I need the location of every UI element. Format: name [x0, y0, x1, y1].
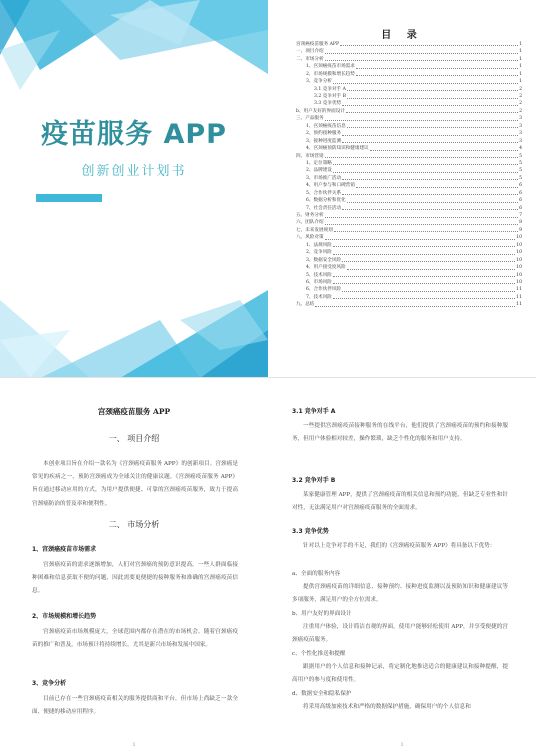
toc-leader-dots — [370, 150, 518, 151]
toc-entry-text: 4、用户参与和口碑营销 — [306, 183, 355, 189]
toc-entry-page: 1 — [519, 41, 522, 47]
toc-entry-text: b、用户友好的界面设计 — [296, 108, 345, 114]
toc-leader-dots — [340, 45, 518, 46]
toc-entry-page: 6 — [519, 183, 522, 189]
toc-leader-dots — [325, 217, 518, 218]
toc-leader-dots — [342, 291, 515, 292]
toc-leader-dots — [325, 120, 518, 121]
toc-entry[interactable] — [296, 286, 522, 293]
toc-leader-dots — [342, 142, 518, 143]
toc-leader-dots — [315, 306, 515, 307]
page-number: 1 — [132, 743, 136, 748]
toc-entry[interactable] — [296, 160, 522, 167]
toc-entry[interactable] — [296, 257, 522, 264]
toc-entry-page: 3 — [519, 123, 522, 129]
toc-entry-text: 四、市场营销 — [296, 153, 324, 159]
toc-entry-text: 3.3 竞争优势 — [314, 101, 342, 107]
intro-paragraph: 本创业项目旨在介绍一款名为《宫颈癌疫苗服务 APP》的创新项目。宫颈癌是常见的疾病之一，预防宫颈癌成为全球关注的健康议题。《宫颈癌疫苗服务 APP》旨在通过移动应用的方式，为用户提供便捷、可靠的宫颈癌疫苗服务，致力于提高宫颈癌防治的普及率和便利性。 — [32, 461, 238, 507]
toc-entry[interactable] — [296, 41, 522, 48]
toc-entry-text: 2、市场规模和增长趋势 — [306, 71, 355, 77]
toc-entry-page: 10 — [516, 265, 522, 271]
toc-entry[interactable] — [296, 182, 522, 189]
toc-entry-page: 3 — [519, 116, 522, 122]
toc-leader-dots — [347, 127, 518, 128]
subheading-scale: 2、市场规模和增长趋势 — [32, 613, 97, 620]
toc-entry[interactable] — [296, 130, 522, 137]
toc-entry-page: 6 — [519, 205, 522, 211]
toc-leader-dots — [347, 269, 515, 270]
page-number: 1 — [400, 743, 404, 748]
toc-entry[interactable] — [296, 63, 522, 70]
toc-entry-text: 5、技术风险 — [306, 272, 332, 278]
cover-accent-bar — [36, 194, 102, 202]
toc-entry[interactable] — [296, 78, 522, 85]
toc-title: 目 录 — [381, 30, 423, 41]
section-heading-market: 二、 市场分析 — [108, 520, 160, 529]
toc-leader-dots — [325, 157, 518, 158]
toc-entry-page: 11 — [516, 302, 522, 308]
toc-leader-dots — [333, 276, 515, 277]
toc-entry[interactable] — [296, 205, 522, 212]
toc-entry-text: 宫颈癌疫苗服务 APP — [296, 41, 340, 47]
section-heading-intro: 一、 项目介绍 — [108, 434, 160, 443]
advantage-d-paragraph: 将采用高级加密技术和严格的数据保护措施，确保用户的个人信息和 — [303, 704, 471, 710]
toc-entry-text: 3、市场推广活动 — [306, 175, 342, 181]
subheading-competitor-b: 3.2 竞争对手 B — [292, 477, 336, 484]
toc-entry-text: 七、未来发展规划 — [296, 227, 333, 233]
toc-entry-page: 1 — [519, 79, 522, 85]
toc-entry-text: 4、用户接受度风险 — [306, 265, 346, 271]
toc-leader-dots — [333, 254, 515, 255]
toc-entry[interactable] — [296, 279, 522, 286]
toc-entry[interactable] — [296, 212, 522, 219]
toc-entry-page: 1 — [519, 64, 522, 70]
toc-entry[interactable] — [296, 123, 522, 130]
toc-leader-dots — [325, 224, 518, 225]
toc-entry-text: 3、竞争分析 — [306, 79, 332, 85]
toc-entry[interactable] — [296, 301, 522, 308]
toc-entry-text: 3.2 竞争对手 B — [314, 94, 346, 100]
toc-entry-text: 一、项目介绍 — [296, 49, 324, 55]
toc-entry-text: 4、宫颈癌预防知识和健康建议 — [306, 146, 369, 152]
toc-leader-dots — [325, 239, 516, 240]
toc-leader-dots — [334, 231, 518, 232]
toc-entry-text: 2、竞争风险 — [306, 250, 332, 256]
toc-entry-page: 8 — [519, 220, 522, 226]
content-page-2 — [268, 378, 536, 756]
toc-entry[interactable] — [296, 101, 522, 108]
toc-leader-dots — [342, 209, 518, 210]
cover-decoration — [0, 0, 268, 378]
toc-entry-text: 7、社会责任活动 — [306, 205, 342, 211]
toc-entry[interactable] — [296, 190, 522, 197]
toc-entry[interactable] — [296, 220, 522, 227]
toc-leader-dots — [333, 172, 518, 173]
toc-entry-text: 6、合作伙伴风险 — [306, 287, 342, 293]
toc-entry-page: 3 — [519, 138, 522, 144]
toc-leader-dots — [347, 202, 518, 203]
toc-leader-dots — [356, 68, 518, 69]
toc-entry-text: 六、团队介绍 — [296, 220, 324, 226]
toc-entry-page: 6 — [519, 198, 522, 204]
toc-entry-text: 五、财务分析 — [296, 213, 324, 219]
subheading-competitor-a: 3.1 竞争对手 A — [292, 408, 336, 415]
demand-paragraph: 宫颈癌疫苗的需求逐渐增加，人们对宫颈癌的预防意识提高。一些人群面临接种困难和信息获取不便的问题，因此需要更便捷的接种服务和准确的宫颈癌疫苗信息。 — [32, 562, 238, 595]
toc-entry-text: 3.1 竞争对手 A — [314, 86, 346, 92]
advantage-b-label: b、用户友好的界面设计 — [292, 611, 352, 617]
toc-leader-dots — [356, 75, 518, 76]
toc-entry-page: 1 — [519, 71, 522, 77]
toc-entry-text: 2、品牌建设 — [306, 168, 332, 174]
toc-entry-page: 5 — [519, 168, 522, 174]
toc-leader-dots — [342, 135, 518, 136]
toc-leader-dots — [333, 164, 518, 165]
content-page-1 — [0, 378, 268, 756]
toc-entry[interactable] — [296, 56, 522, 63]
toc-entry-page: 7 — [519, 213, 522, 219]
toc-entry-text: 1、法规风险 — [306, 242, 332, 248]
toc-entry[interactable] — [296, 153, 522, 160]
toc-entry[interactable] — [296, 294, 522, 301]
toc-page — [268, 0, 536, 378]
toc-entry[interactable] — [296, 249, 522, 256]
toc-list — [296, 41, 522, 309]
toc-entry[interactable] — [296, 167, 522, 174]
toc-entry-page: 3 — [519, 131, 522, 137]
toc-leader-dots — [342, 261, 515, 262]
advantage-a-label: a、全面的服务内容 — [292, 571, 341, 577]
toc-leader-dots — [356, 187, 518, 188]
toc-entry-page: 11 — [516, 287, 522, 293]
toc-entry-text: 3、数据安全风险 — [306, 257, 342, 263]
toc-entry-text: 6、市场风险 — [306, 279, 332, 285]
subheading-demand: 1、宫颈癌疫苗市场需求 — [32, 546, 97, 553]
toc-entry[interactable] — [296, 86, 522, 93]
subheading-competition: 3、竞争分析 — [32, 680, 67, 687]
toc-entry-page: 10 — [516, 250, 522, 256]
toc-entry[interactable] — [296, 242, 522, 249]
toc-entry-page: 2 — [519, 86, 522, 92]
toc-entry[interactable] — [296, 48, 522, 55]
toc-entry-page: 10 — [516, 272, 522, 278]
toc-entry-text: 九、总结 — [296, 302, 315, 308]
cover-page — [0, 0, 268, 378]
toc-leader-dots — [342, 105, 518, 106]
toc-leader-dots — [342, 194, 518, 195]
toc-entry-text: 6、数据分析和优化 — [306, 198, 346, 204]
toc-entry[interactable] — [296, 71, 522, 78]
toc-entry-page: 6 — [519, 190, 522, 196]
competition-paragraph: 目前已存在一些宫颈癌疫苗相关的服务提供商和平台，但市场上尚缺乏一款全面、便捷的移动应用程序。 — [32, 696, 238, 716]
toc-leader-dots — [325, 53, 518, 54]
toc-entry-text: 1、宫颈癌疫苗市场需求 — [306, 64, 355, 70]
toc-leader-dots — [347, 98, 518, 99]
toc-leader-dots — [333, 298, 515, 299]
advantage-a-paragraph: 提供宫颈癌疫苗的详细信息、接种预约、接种进度监测以及预防知识和健康建议等多项服务，满足用户的全方位需求。 — [292, 584, 508, 604]
competitor-b-paragraph: 某家健康管理 APP，提供了宫颈癌疫苗的相关信息和预约功能，但缺乏专业性和针对性，无法满足用户对宫颈癌疫苗服务的全面需求。 — [292, 492, 508, 512]
toc-entry-text: 7、技术风险 — [306, 294, 332, 300]
toc-entry[interactable] — [296, 197, 522, 204]
toc-entry-page: 2 — [519, 108, 522, 114]
toc-entry[interactable] — [296, 115, 522, 122]
toc-entry-text: 1、定位策略 — [306, 160, 332, 166]
toc-entry[interactable] — [296, 108, 522, 115]
toc-entry-page: 10 — [516, 235, 522, 241]
toc-entry-text: 三、产品服务 — [296, 116, 324, 122]
toc-entry-page: 10 — [516, 257, 522, 263]
competitor-a-paragraph: 一些提供宫颈癌疫苗接种服务的在线平台，他们提供了宫颈癌疫苗的预约和接种服务，但用户体验相对较差，操作繁琐，缺乏个性化的服务和用户支持。 — [292, 423, 508, 443]
toc-leader-dots — [347, 90, 518, 91]
toc-entry-page: 4 — [519, 146, 522, 152]
cover-subtitle: 创新创业计划书 — [81, 164, 187, 179]
advantage-paragraph: 针对以上竞争对手的不足，我们的《宫颈癌疫苗服务 APP》将具备以下优势： — [303, 543, 496, 549]
document-title: 宫颈癌疫苗服务 APP — [97, 407, 171, 416]
toc-entry-page: 5 — [519, 153, 522, 159]
advantage-c-paragraph: 跟据用户的个人信息和接种记录，将定制化地推送适合的健康建议和接种提醒，提高用户的参与度和使用性。 — [292, 664, 508, 684]
cover-title: 疫苗服务 APP — [41, 119, 227, 150]
toc-entry[interactable] — [296, 145, 522, 152]
toc-leader-dots — [333, 246, 515, 247]
toc-entry[interactable] — [296, 234, 522, 241]
toc-entry-page: 11 — [516, 294, 522, 300]
toc-entry-page: 2 — [519, 101, 522, 107]
toc-leader-dots — [325, 60, 518, 61]
toc-leader-dots — [342, 179, 518, 180]
toc-entry-text: 1、宫颈癌疫苗信息 — [306, 123, 346, 129]
toc-entry[interactable] — [296, 227, 522, 234]
toc-entry[interactable] — [296, 93, 522, 100]
toc-entry-page: 5 — [519, 160, 522, 166]
toc-entry[interactable] — [296, 138, 522, 145]
toc-entry[interactable] — [296, 264, 522, 271]
toc-entry-page: 10 — [516, 242, 522, 248]
advantage-d-label: d、数据安全和隐私保护 — [292, 691, 352, 697]
toc-entry-text: 5、合作伙伴关系 — [306, 190, 342, 196]
toc-entry-text: 2、预约接种服务 — [306, 131, 342, 137]
toc-entry[interactable] — [296, 272, 522, 279]
toc-leader-dots — [333, 83, 518, 84]
subheading-advantage: 3.3 竞争优势 — [292, 528, 329, 535]
toc-entry-page: 2 — [519, 94, 522, 100]
toc-entry-page: 9 — [519, 227, 522, 233]
scale-paragraph: 宫颈癌疫苗市场规模庞大，全球范围内都存在潜在的市场机会。随着宫颈癌疫苗的推广和普及，市场预计将持续增长，尤其是新兴市场和发展中国家。 — [32, 629, 238, 649]
toc-entry-page: 5 — [519, 175, 522, 181]
toc-entry[interactable] — [296, 175, 522, 182]
toc-leader-dots — [333, 283, 515, 284]
advantage-b-paragraph: 注重用户体验，设计简洁直观的界面，使用户能够轻松使用 APP，并享受便捷的宫颈癌疫苗服务。 — [292, 624, 508, 644]
toc-leader-dots — [346, 112, 518, 113]
toc-entry-page: 1 — [519, 49, 522, 55]
toc-entry-page: 1 — [519, 56, 522, 62]
toc-entry-page: 10 — [516, 279, 522, 285]
toc-entry-text: 3、接种进度监测 — [306, 138, 342, 144]
toc-entry-text: 二、市场分析 — [296, 56, 324, 62]
toc-entry-text: 八、风险对策 — [296, 235, 324, 241]
advantage-c-label: c、个性化推送和提醒 — [292, 651, 346, 657]
